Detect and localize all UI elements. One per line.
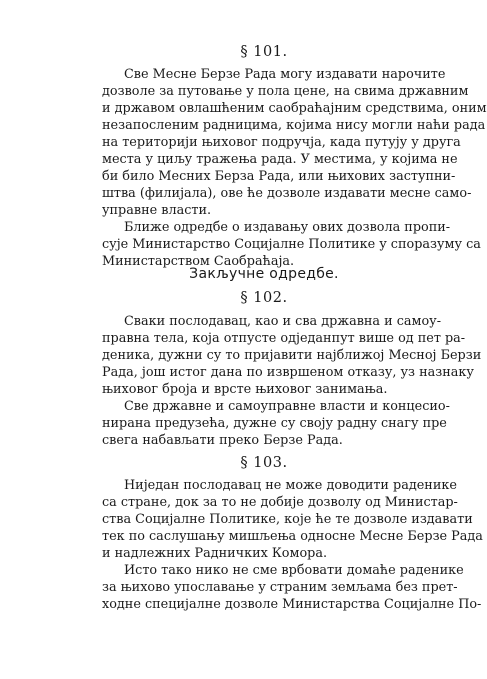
text-line: и државом овлашћеним саобраћајним средствима, оним [102,101,487,116]
text-line: штва (филијала), ове ће дозволе издавати месне само- [102,186,472,201]
section-101-body [102,66,487,270]
section-102-body [102,313,482,449]
text-line: свега набављати преко Берзе Рада. [102,433,343,448]
section-102-title: § 102. [240,290,288,306]
text-line: Све Месне Берзе Рада могу издавати нарочите [124,67,446,82]
text-line: би било Месних Берза Рада, или њихових заступни- [102,169,456,184]
text-line: дозволе за путовање у пола цене, на свима државним [102,84,469,99]
text-line: Ближе одредбе о издавању ових дозвола пропи- [124,220,451,235]
text-line: тек по саслушању мишљења односне Месне Берзе Рада [102,529,483,544]
section-103-body [102,477,483,613]
section-101-title: § 101. [240,44,288,60]
section-103-title: § 103. [240,455,288,471]
text-line: ходне специјалне дозволе Министарства Социјалне По- [102,597,482,612]
text-line: и надлежних Радничких Комора. [102,546,328,561]
text-line: места у циљу тражења рада. У местима, у којима не [102,152,458,167]
text-line: за њихово упославање у страним земљама без прет- [102,580,458,595]
text-line: правна тела, која отпусте одједанпут више од пет ра- [102,331,466,346]
text-line: Исто тако нико не сме врбовати домаће раденике [124,563,464,578]
text-line: њиховог броја и врсте њиховог занимања. [102,382,388,397]
text-line: Све државне и самоуправне власти и концесио- [124,399,450,414]
text-line: Ниједан послодавац не може доводити раденике [124,478,457,493]
text-line: ства Социјалне Политике, које ће те дозволе издавати [102,512,473,527]
text-line: деника, дужни су то пријавити најближој Месној Берзи [102,348,482,363]
text-line: Сваки послодавац, као и сва државна и самоу- [124,314,442,329]
text-line: сује Министарство Социјалне Политике у споразуму са [102,237,481,252]
text-line: управне власти. [102,203,212,218]
text-line: нирана предузећа, дужне су своју радну снагу пре [102,416,447,431]
text-line: са стране, док за то не добије дозволу од Министар- [102,495,458,510]
text-line: на територији њиховог подручја, када путују у друга [102,135,461,150]
text-line: Рада, још истог дана по извршеном отказу, уз назнаку [102,365,474,380]
text-line: незапосленим радницима, којима нису могли наћи рада [102,118,486,133]
text-line: Министарством Саобраћаја. [102,254,295,269]
section-heading: Закључне одредбе. [189,266,339,282]
